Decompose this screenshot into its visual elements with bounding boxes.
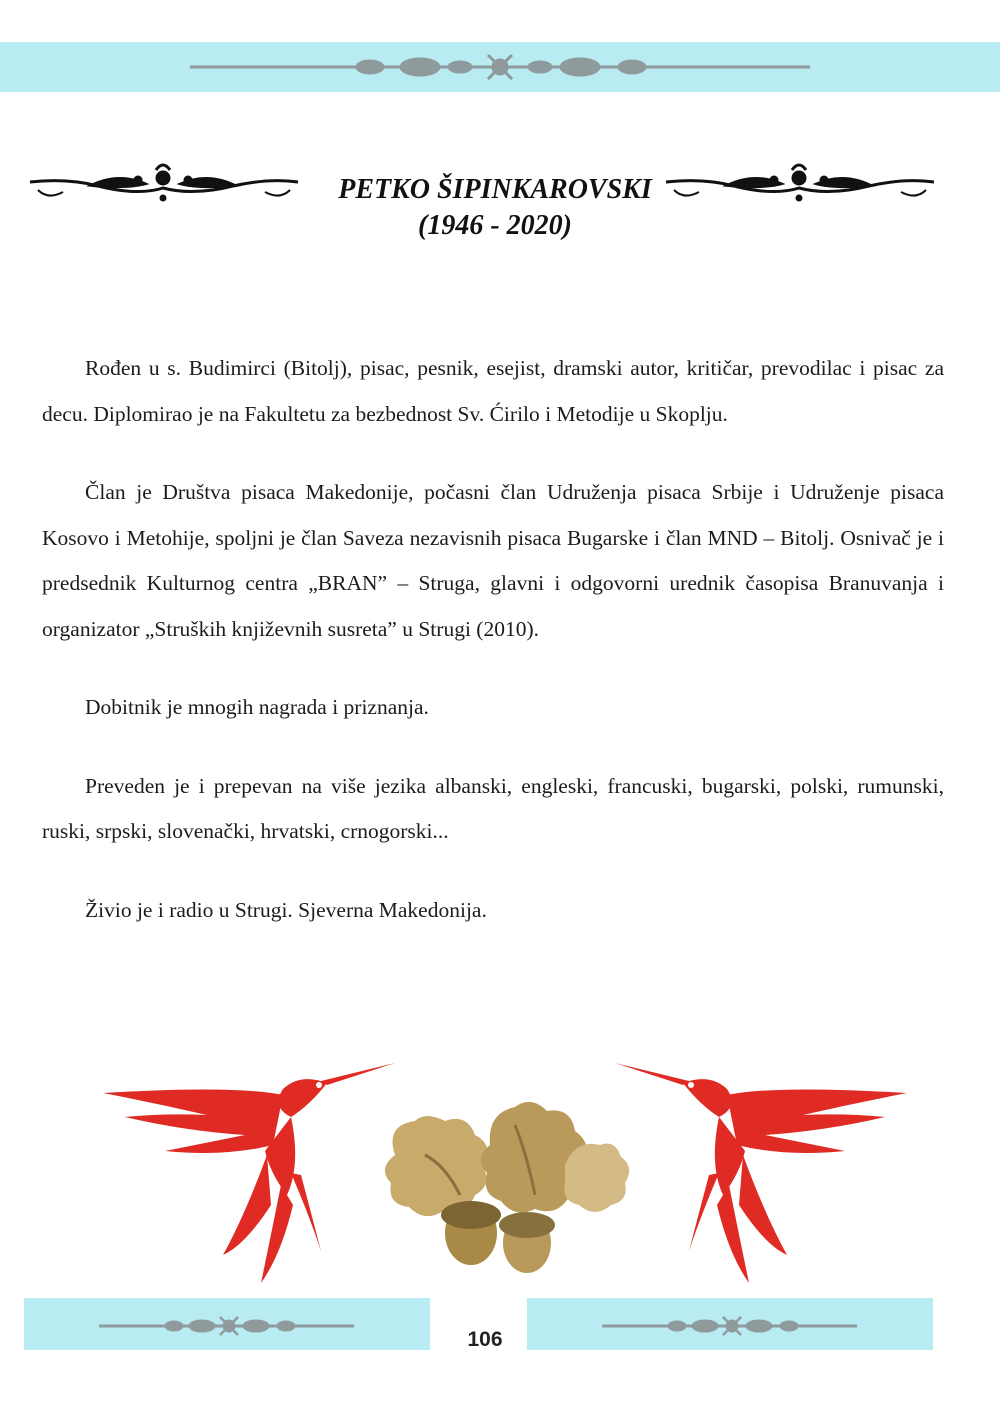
paragraph: Preveden je i prepevan na više jezika albanski, engleski, francuski, bugarski, polski, rumunski, ruski, srpski, slovenački, hrvatski, crnogorski... [42,773,944,843]
author-name: PETKO ŠIPINKAROVSKI [338,174,652,205]
bottom-right-ornament-icon [527,1298,933,1350]
top-decorative-band [0,42,1000,92]
paragraph: Član je Društva pisaca Makedonije, počasni član Udruženja pisaca Srbije i Udruženje pisaca Kosovo i Metohije, spoljni je član Saveza nezavisnih pisaca Bugarske i član MND – Bitolj. Osnivač je i predsednik Kulturnog centra „BRAN” – Struga, glavni i odgovorni urednik časopisa Branuvanja i organizator „Struških književnih susreta” u Strugi (2010). [42,480,944,641]
right-hummingbird-icon [615,1063,907,1283]
right-flourish-icon [664,160,936,210]
left-hummingbird-icon [103,1063,395,1283]
bottom-left-decorative-band [24,1298,430,1350]
top-ornament-icon [0,42,1000,92]
bottom-right-decorative-band [527,1298,933,1350]
paragraph: Živio je i radio u Strugi. Sjeverna Makedonija. [85,897,487,922]
paragraph: Dobitnik je mnogih nagrada i priznanja. [85,695,429,719]
left-flourish-icon [28,160,300,210]
bottom-left-ornament-icon [24,1298,430,1350]
paragraph: Rođen u s. Budimirci (Bitolj), pisac, pesnik, esejist, dramski autor, kritičar, prevodilac i pisac za decu. Diplomirao je na Fakultetu za bezbednost Sv. Ćirilo i Metodije u Skoplju. [42,356,944,426]
author-years: (1946 - 2020) [418,210,572,241]
oak-leaves-acorns-icon [385,1102,629,1273]
illustration [95,1055,915,1290]
page-number: 106 [467,1328,503,1351]
title-block [300,172,690,244]
biography-text [42,346,944,966]
